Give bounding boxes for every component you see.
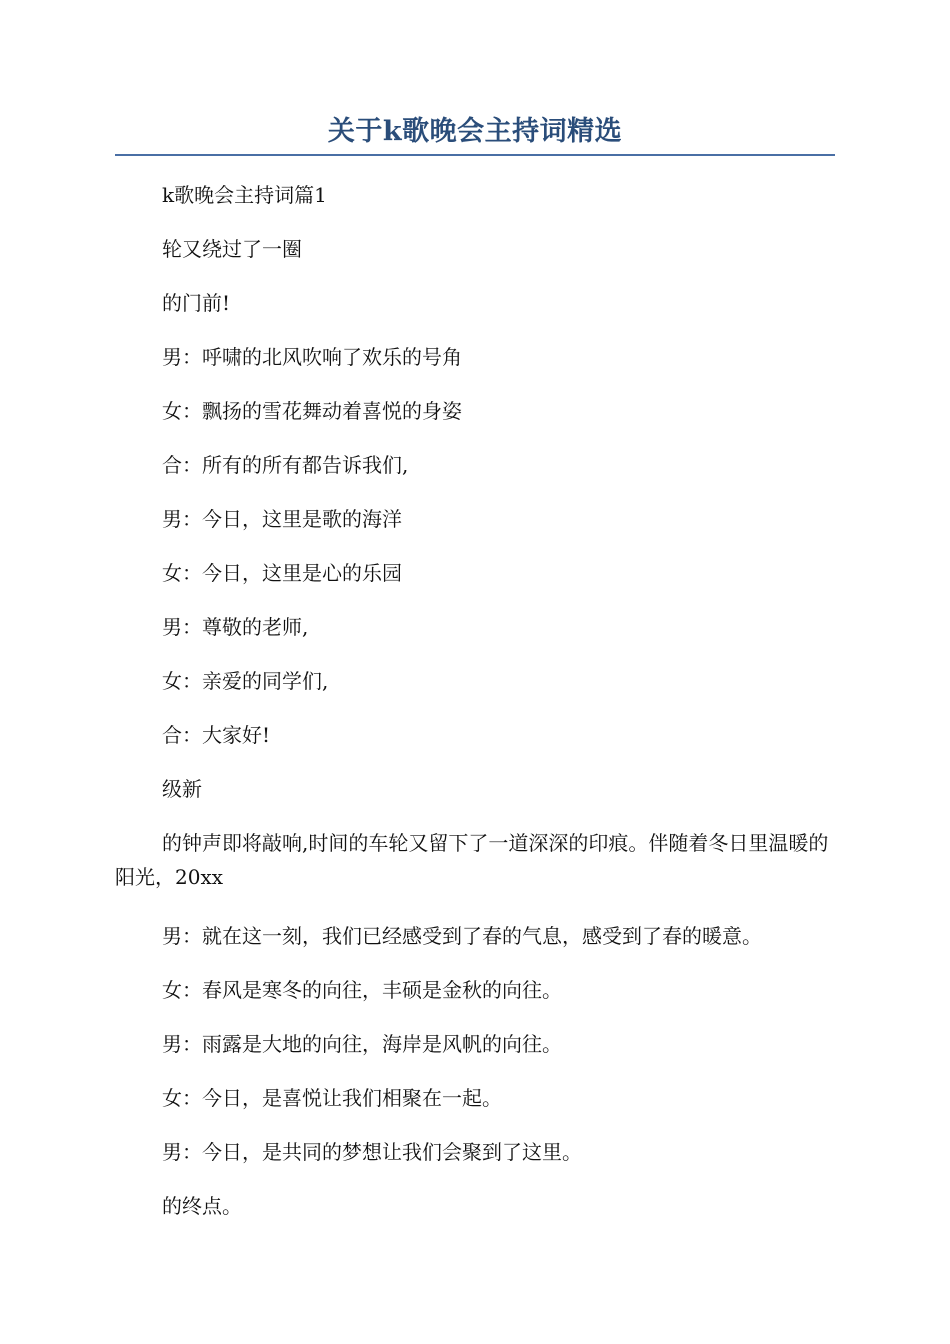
paragraph: 轮又绕过了一圈 [162, 237, 302, 261]
paragraph: 的门前! [162, 291, 231, 315]
document-title: 关于k歌晚会主持词精选 [327, 116, 623, 147]
paragraph: 男：尊敬的老师, [162, 615, 309, 639]
paragraph: 合：所有的所有都告诉我们, [162, 453, 409, 477]
paragraph: 女：今日，是喜悦让我们相聚在一起。 [162, 1086, 502, 1110]
paragraph: 女：今日，这里是心的乐园 [162, 561, 402, 585]
paragraph: 男：今日，这里是歌的海洋 [162, 507, 402, 531]
paragraph: 的钟声即将敲响,时间的车轮又留下了一道深深的印痕。伴随着冬日里温暖的阳光，20xx [115, 831, 829, 889]
paragraph-heading: k歌晚会主持词篇1 [162, 183, 327, 207]
paragraph: 男：今日，是共同的梦想让我们会聚到了这里。 [162, 1140, 582, 1164]
paragraph: 男：呼啸的北风吹响了欢乐的号角 [162, 345, 462, 369]
paragraph: 男：雨露是大地的向往，海岸是风帆的向往。 [162, 1032, 562, 1056]
paragraph: 男：就在这一刻，我们已经感受到了春的气息，感受到了春的暖意。 [162, 924, 762, 948]
paragraph: 级新 [162, 777, 202, 801]
title-underline [115, 154, 835, 156]
paragraph: 女：亲爱的同学们, [162, 669, 329, 693]
paragraph: 的终点。 [162, 1194, 242, 1218]
paragraph: 女：春风是寒冬的向往，丰硕是金秋的向往。 [162, 978, 562, 1002]
paragraph: 女：飘扬的雪花舞动着喜悦的身姿 [162, 399, 462, 423]
paragraph: 合：大家好! [162, 723, 271, 747]
